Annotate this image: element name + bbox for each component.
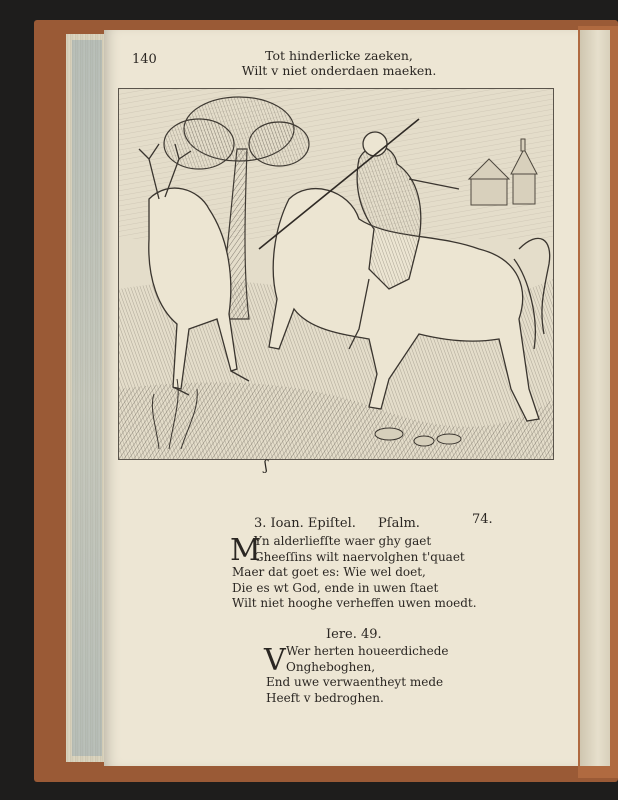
drop-cap-v: V [264,643,286,678]
psalm-reference: Pſalm. [378,516,420,531]
hunting-scene-engraving [119,89,553,459]
drop-cap-m: M [230,533,261,568]
heading-line-2: Wilt v niet onderdaen maeken. [241,63,437,78]
verse-line: Wilt niet hooghe verheffen uwen moedt. [232,596,477,610]
verse-line: Maer dat goet es: Wie wel doet, [232,565,426,579]
verse-line: Die es wt God, ende in uwen ſtaet [232,580,439,595]
ornament-mark: ʃ [264,458,268,474]
page-heading [214,48,464,78]
verse-line: Ongheboghen, [286,659,376,674]
verse-line: Wer herten houeerdichede [286,644,449,658]
verse-line: Heeft v bedroghen. [266,690,384,705]
page-number: 140 [132,52,157,67]
verse-line: End uwe verwaentheyt mede [266,675,444,689]
engraving-illustration [118,88,554,460]
page-edge-tint [72,40,102,756]
verse-line: Gheeſſins wilt naervolghen t'quaet [254,549,465,564]
jeremiah-reference: Iere. 49. [326,627,382,642]
book-page [104,30,578,766]
heading-line-1: Tot hinderlicke zaeken, [265,48,413,63]
verse-line: Yn alderliefſte waer ghy gaet [254,534,432,548]
psalm-number: 74. [472,512,493,527]
epistle-reference: 3. Ioan. Epiſtel. [254,516,356,531]
verse-block-2 [266,644,606,706]
verse-block-1 [232,534,572,612]
